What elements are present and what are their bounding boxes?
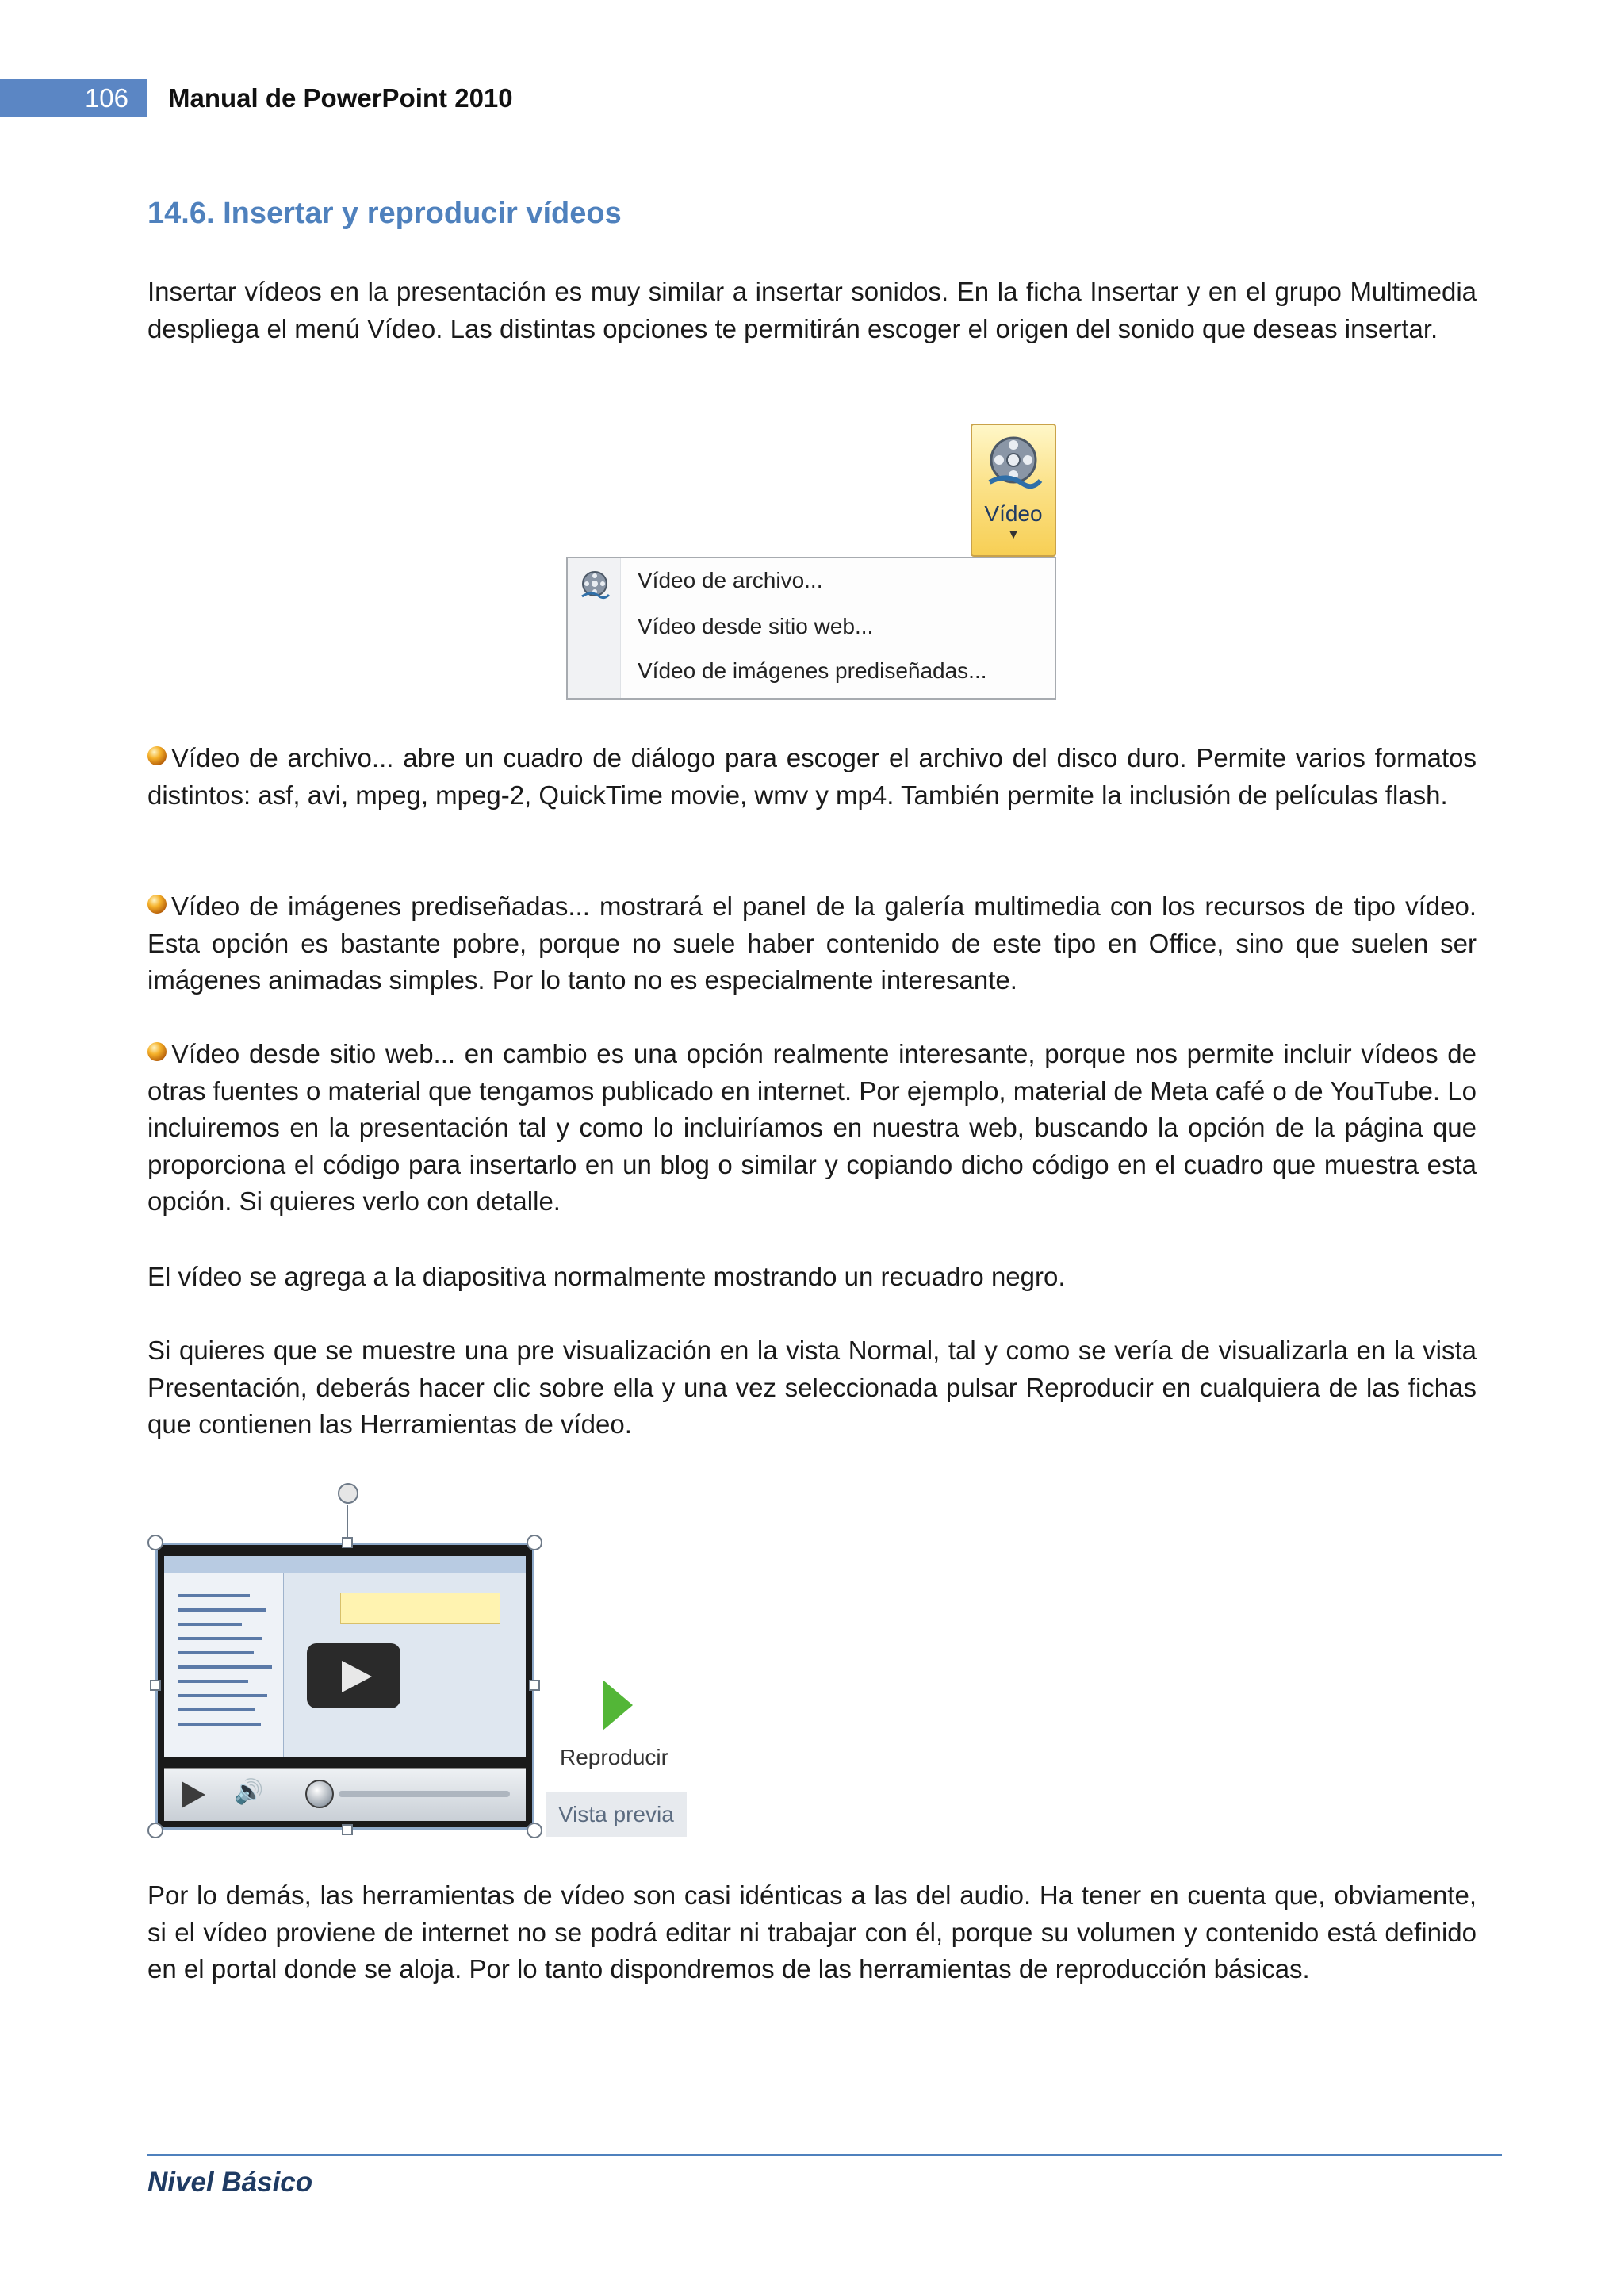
thumbnail-line [178, 1623, 242, 1626]
bullet-icon [147, 895, 167, 914]
bullet-video-archivo [147, 740, 1477, 814]
thumbnail-line [178, 1608, 266, 1612]
reproducir-label: Reproducir [560, 1745, 668, 1769]
vista-previa-label: Vista previa [546, 1792, 687, 1837]
video-thumbnail [164, 1556, 526, 1757]
play-overlay-icon[interactable] [307, 1643, 400, 1708]
bullet-video-imagenes [147, 888, 1477, 999]
chevron-down-icon: ▼ [1007, 528, 1020, 542]
thumbnail-window-bar [164, 1556, 526, 1573]
seek-track[interactable] [339, 1791, 510, 1797]
thumbnail-line [178, 1594, 250, 1597]
resize-handle[interactable] [147, 1823, 163, 1838]
thumbnail-line [178, 1665, 272, 1669]
menu-item-video-sitio-web[interactable]: Vídeo desde sitio web... [638, 614, 874, 638]
paragraph-herramientas: Por lo demás, las herramientas de vídeo son casi idénticas a las del audio. Ha tener en cuenta que, obviamente, si el vídeo proviene de internet no se podrá editar ni trabajar con él, porque su volumen y contenido está definido en el portal donde se aloja. Por lo tanto dispondremos de las herramientas de reproducción básicas. [147, 1880, 1477, 1984]
resize-handle[interactable] [342, 1537, 353, 1548]
bullet-text: Vídeo desde sitio web... en cambio es una opción realmente interesante, porque nos permite incluir vídeos de otras fuentes o material que tengamos publicado en internet. Por ejemplo, material de Meta café o de YouTube. Lo incluiremos en la presentación tal y como lo incluiríamos en nuestra web, buscando la opción de la página que proporciona el código para insertarlo en un blog o similar y copiando dicho código en el cuadro que muestra esta opción. Si quieres verlo con detalle. [147, 1039, 1477, 1216]
menu-item-video-imagenes-prediseñadas[interactable]: Vídeo de imágenes prediseñadas... [638, 658, 987, 683]
resize-handle[interactable] [342, 1824, 353, 1835]
resize-handle[interactable] [527, 1535, 542, 1550]
thumbnail-line [178, 1637, 262, 1640]
rotate-connector [347, 1505, 348, 1539]
thumbnail-line [178, 1723, 261, 1726]
video-object[interactable] [155, 1543, 534, 1830]
play-icon[interactable] [182, 1781, 205, 1808]
paragraph-previsualizacion: Si quieres que se muestre una pre visualización en la vista Normal, tal y como se vería de visualizarla en la vista Presentación, deberás hacer clic sobre ella y una vez seleccionada pulsar Reproducir en cualquiera de las fichas que contienen las Herramientas de vídeo. [147, 1336, 1477, 1439]
thumbnail-line [178, 1694, 267, 1697]
rotate-handle[interactable] [338, 1483, 358, 1504]
footer-level: Nivel Básico [147, 2167, 313, 2198]
thumbnail-line [178, 1651, 254, 1654]
play-icon [603, 1680, 633, 1731]
video-controls-bar [164, 1768, 526, 1821]
video-button-label: Vídeo [984, 501, 1043, 526]
bullet-text: Vídeo de archivo... abre un cuadro de diálogo para escoger el archivo del disco duro. Permite varios formatos distintos: asf, avi, mpeg, mpeg-2, QuickTime movie, wmv y mp4. También permite la inclusión de películas flash. [147, 743, 1477, 810]
bullet-text: Vídeo de imágenes prediseñadas... mostrará el panel de la galería multimedia con los recursos de tipo vídeo. Esta opción es bastante pobre, porque no suele haber contenido de este tipo en Office, sino que suelen ser imágenes animadas simples. Por lo tanto no es especialmente interesante. [147, 891, 1477, 995]
resize-handle[interactable] [147, 1535, 163, 1550]
thumbnail-line [178, 1708, 255, 1711]
volume-icon[interactable]: 🔊 [234, 1779, 264, 1805]
resize-handle[interactable] [527, 1823, 542, 1838]
thumbnail-sidebar [164, 1573, 284, 1757]
reproducir-button[interactable] [546, 1672, 687, 1838]
film-reel-icon [983, 433, 1044, 493]
footer-rule [147, 2154, 1502, 2156]
film-reel-icon [579, 569, 611, 601]
resize-handle[interactable] [150, 1680, 161, 1691]
running-title: Manual de PowerPoint 2010 [168, 83, 513, 113]
thumbnail-note [340, 1593, 500, 1624]
video-ribbon-button[interactable] [971, 424, 1056, 557]
video-dropdown-menu [566, 557, 1056, 700]
bullet-icon [147, 746, 167, 765]
bullet-icon [147, 1042, 167, 1061]
paragraph-recuadro-negro: El vídeo se agrega a la diapositiva normalmente mostrando un recuadro negro. [147, 1262, 1066, 1291]
bullet-video-sitio-web [147, 1036, 1477, 1221]
thumbnail-line [178, 1680, 248, 1683]
page-number: 106 [0, 79, 147, 117]
resize-handle[interactable] [529, 1680, 540, 1691]
intro-paragraph: Insertar vídeos en la presentación es muy similar a insertar sonidos. En la ficha Insertar y en el grupo Multimedia despliega el menú Vídeo. Las distintas opciones te permitirán escoger el origen del sonido que deseas insertar. [147, 277, 1477, 343]
menu-item-video-archivo[interactable]: Vídeo de archivo... [638, 568, 823, 592]
seek-handle[interactable] [305, 1780, 334, 1808]
section-heading: 14.6. Insertar y reproducir vídeos [147, 197, 622, 230]
